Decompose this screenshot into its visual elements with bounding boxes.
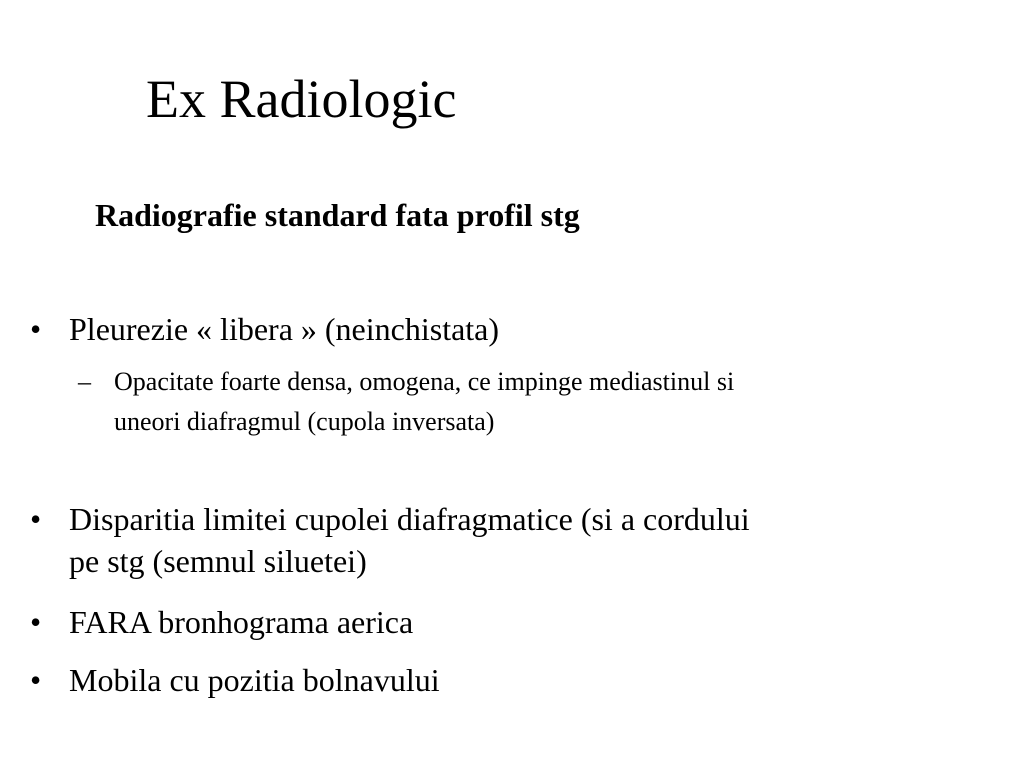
bullet-icon: • xyxy=(30,501,42,537)
slide-subtitle: Radiografie standard fata profil stg xyxy=(95,197,580,233)
bullet-icon: • xyxy=(30,604,42,640)
bullet-item-pleurezie xyxy=(30,308,769,350)
bullet-text: FARA bronhograma aerica xyxy=(69,604,414,640)
bullet-item-fara-bronhograma xyxy=(30,601,769,643)
sub-bullet-text: Opacitate foarte densa, omogena, ce impinge mediastinul si uneori diafragmul (cupola inversata) xyxy=(114,367,735,436)
bullet-text: Pleurezie « libera » (neinchistata) xyxy=(69,311,500,347)
bullet-icon: • xyxy=(30,662,42,698)
bullet-text: Disparitia limitei cupolei diafragmatice (si a cordului pe stg (semnul siluetei) xyxy=(69,501,750,579)
bullet-item-disparitia xyxy=(30,498,769,582)
bullet-item-mobila xyxy=(30,659,769,701)
dash-icon: – xyxy=(78,367,91,396)
slide-title: Ex Radiologic xyxy=(146,69,457,129)
bullet-icon: • xyxy=(30,311,42,347)
sub-bullet-item-opacitate xyxy=(78,362,754,442)
bullet-text: Mobila cu pozitia bolnavului xyxy=(69,662,440,698)
